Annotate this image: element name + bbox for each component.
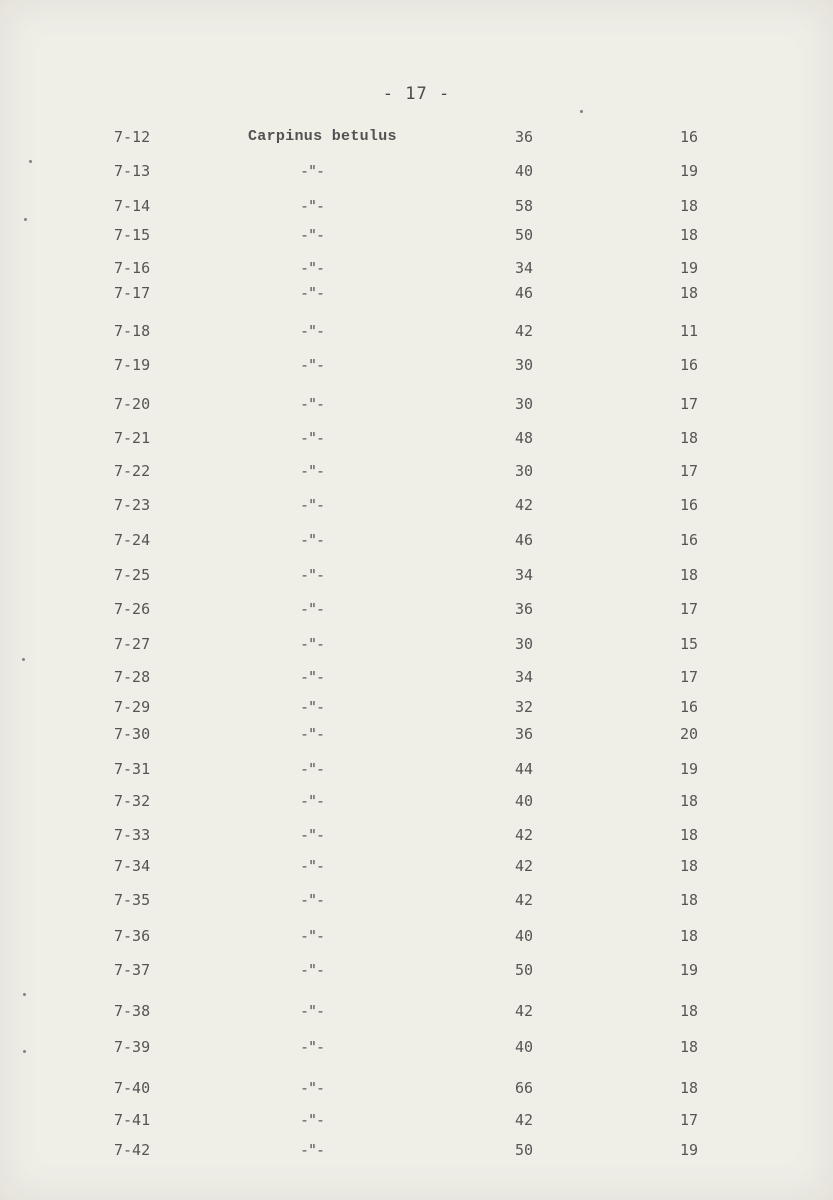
table-row (0, 891, 833, 915)
table-row (0, 322, 833, 346)
table-row (0, 760, 833, 784)
sample-id-cell: 7-42 (114, 1141, 151, 1159)
value-2-cell: 19 (680, 961, 699, 979)
table-row (0, 395, 833, 419)
value-1-cell: 66 (515, 1079, 534, 1097)
table-row (0, 429, 833, 453)
value-2-cell: 16 (680, 531, 699, 549)
value-1-cell: 30 (515, 356, 534, 374)
ditto-mark-cell: -"- (300, 322, 325, 340)
sample-id-cell: 7-41 (114, 1111, 151, 1129)
ditto-mark-cell: -"- (300, 1038, 325, 1056)
table-row (0, 792, 833, 816)
ditto-mark-cell: -"- (300, 698, 325, 716)
value-1-cell: 40 (515, 162, 534, 180)
sample-id-cell: 7-35 (114, 891, 151, 909)
sample-id-cell: 7-30 (114, 725, 151, 743)
value-1-cell: 50 (515, 961, 534, 979)
value-1-cell: 42 (515, 496, 534, 514)
table-row (0, 600, 833, 624)
sample-id-cell: 7-27 (114, 635, 151, 653)
value-2-cell: 18 (680, 891, 699, 909)
ditto-mark-cell: -"- (300, 395, 325, 413)
ditto-mark-cell: -"- (300, 891, 325, 909)
value-1-cell: 50 (515, 226, 534, 244)
scan-speck (24, 218, 27, 221)
value-1-cell: 32 (515, 698, 534, 716)
value-1-cell: 42 (515, 857, 534, 875)
value-2-cell: 18 (680, 197, 699, 215)
value-2-cell: 19 (680, 1141, 699, 1159)
table-row (0, 857, 833, 881)
ditto-mark-cell: -"- (300, 226, 325, 244)
ditto-mark-cell: -"- (300, 668, 325, 686)
value-2-cell: 18 (680, 826, 699, 844)
sample-id-cell: 7-36 (114, 927, 151, 945)
ditto-mark-cell: -"- (300, 356, 325, 374)
value-2-cell: 19 (680, 162, 699, 180)
sample-id-cell: 7-20 (114, 395, 151, 413)
table-row (0, 259, 833, 283)
sample-id-cell: 7-37 (114, 961, 151, 979)
value-1-cell: 40 (515, 792, 534, 810)
ditto-mark-cell: -"- (300, 600, 325, 618)
table-row (0, 961, 833, 985)
sample-id-cell: 7-13 (114, 162, 151, 180)
value-2-cell: 17 (680, 668, 699, 686)
ditto-mark-cell: -"- (300, 1002, 325, 1020)
ditto-mark-cell: -"- (300, 566, 325, 584)
value-2-cell: 18 (680, 857, 699, 875)
value-1-cell: 36 (515, 725, 534, 743)
ditto-mark-cell: -"- (300, 725, 325, 743)
ditto-mark-cell: -"- (300, 197, 325, 215)
sample-id-cell: 7-29 (114, 698, 151, 716)
ditto-mark-cell: -"- (300, 857, 325, 875)
table-row (0, 1002, 833, 1026)
value-2-cell: 17 (680, 395, 699, 413)
ditto-mark-cell: -"- (300, 927, 325, 945)
sample-id-cell: 7-25 (114, 566, 151, 584)
value-1-cell: 42 (515, 1111, 534, 1129)
value-1-cell: 50 (515, 1141, 534, 1159)
value-1-cell: 40 (515, 927, 534, 945)
ditto-mark-cell: -"- (300, 961, 325, 979)
ditto-mark-cell: -"- (300, 462, 325, 480)
table-row (0, 826, 833, 850)
ditto-mark-cell: -"- (300, 760, 325, 778)
ditto-mark-cell: -"- (300, 429, 325, 447)
sample-id-cell: 7-15 (114, 226, 151, 244)
table-row (0, 927, 833, 951)
value-2-cell: 18 (680, 566, 699, 584)
table-row (0, 226, 833, 250)
value-1-cell: 34 (515, 259, 534, 277)
table-row (0, 698, 833, 722)
table-row (0, 1038, 833, 1062)
sample-id-cell: 7-12 (114, 128, 151, 146)
scan-speck (580, 110, 583, 113)
scan-speck (29, 160, 32, 163)
sample-id-cell: 7-24 (114, 531, 151, 549)
species-cell: Carpinus betulus (248, 128, 397, 145)
value-2-cell: 18 (680, 226, 699, 244)
value-1-cell: 42 (515, 1002, 534, 1020)
value-2-cell: 16 (680, 496, 699, 514)
sample-id-cell: 7-39 (114, 1038, 151, 1056)
value-1-cell: 42 (515, 826, 534, 844)
sample-id-cell: 7-16 (114, 259, 151, 277)
value-1-cell: 42 (515, 322, 534, 340)
ditto-mark-cell: -"- (300, 162, 325, 180)
value-2-cell: 19 (680, 259, 699, 277)
scan-speck (22, 658, 25, 661)
sample-id-cell: 7-19 (114, 356, 151, 374)
value-2-cell: 19 (680, 760, 699, 778)
value-1-cell: 34 (515, 566, 534, 584)
value-2-cell: 18 (680, 792, 699, 810)
value-2-cell: 18 (680, 429, 699, 447)
sample-id-cell: 7-34 (114, 857, 151, 875)
value-1-cell: 46 (515, 531, 534, 549)
ditto-mark-cell: -"- (300, 635, 325, 653)
value-1-cell: 30 (515, 635, 534, 653)
value-2-cell: 18 (680, 284, 699, 302)
ditto-mark-cell: -"- (300, 1141, 325, 1159)
sample-id-cell: 7-31 (114, 760, 151, 778)
value-1-cell: 30 (515, 462, 534, 480)
value-2-cell: 18 (680, 927, 699, 945)
value-1-cell: 48 (515, 429, 534, 447)
value-2-cell: 18 (680, 1002, 699, 1020)
value-1-cell: 44 (515, 760, 534, 778)
sample-id-cell: 7-32 (114, 792, 151, 810)
value-1-cell: 36 (515, 600, 534, 618)
sample-id-cell: 7-33 (114, 826, 151, 844)
table-row (0, 128, 833, 152)
value-1-cell: 46 (515, 284, 534, 302)
scan-speck (23, 993, 26, 996)
table-row (0, 635, 833, 659)
sample-id-cell: 7-22 (114, 462, 151, 480)
table-row (0, 1079, 833, 1103)
scan-speck (23, 1050, 26, 1053)
table-row (0, 162, 833, 186)
sample-id-cell: 7-18 (114, 322, 151, 340)
value-2-cell: 17 (680, 1111, 699, 1129)
ditto-mark-cell: -"- (300, 792, 325, 810)
value-1-cell: 30 (515, 395, 534, 413)
ditto-mark-cell: -"- (300, 496, 325, 514)
ditto-mark-cell: -"- (300, 284, 325, 302)
value-2-cell: 15 (680, 635, 699, 653)
table-row (0, 356, 833, 380)
sample-id-cell: 7-21 (114, 429, 151, 447)
table-row (0, 725, 833, 749)
value-2-cell: 16 (680, 356, 699, 374)
value-1-cell: 34 (515, 668, 534, 686)
table-row (0, 566, 833, 590)
value-2-cell: 18 (680, 1038, 699, 1056)
value-2-cell: 18 (680, 1079, 699, 1097)
table-row (0, 531, 833, 555)
value-1-cell: 42 (515, 891, 534, 909)
ditto-mark-cell: -"- (300, 826, 325, 844)
ditto-mark-cell: -"- (300, 1111, 325, 1129)
value-2-cell: 11 (680, 322, 699, 340)
ditto-mark-cell: -"- (300, 531, 325, 549)
sample-id-cell: 7-17 (114, 284, 151, 302)
value-1-cell: 36 (515, 128, 534, 146)
sample-id-cell: 7-23 (114, 496, 151, 514)
sample-id-cell: 7-28 (114, 668, 151, 686)
value-1-cell: 58 (515, 197, 534, 215)
table-row (0, 462, 833, 486)
sample-id-cell: 7-40 (114, 1079, 151, 1097)
page-number: - 17 - (382, 84, 451, 104)
ditto-mark-cell: -"- (300, 259, 325, 277)
value-1-cell: 40 (515, 1038, 534, 1056)
table-row (0, 1141, 833, 1165)
value-2-cell: 17 (680, 462, 699, 480)
table-row (0, 197, 833, 221)
value-2-cell: 20 (680, 725, 699, 743)
sample-id-cell: 7-38 (114, 1002, 151, 1020)
sample-id-cell: 7-26 (114, 600, 151, 618)
ditto-mark-cell: -"- (300, 1079, 325, 1097)
table-row (0, 496, 833, 520)
table-row (0, 668, 833, 692)
table-row (0, 1111, 833, 1135)
value-2-cell: 16 (680, 698, 699, 716)
value-2-cell: 17 (680, 600, 699, 618)
table-row (0, 284, 833, 308)
sample-id-cell: 7-14 (114, 197, 151, 215)
value-2-cell: 16 (680, 128, 699, 146)
